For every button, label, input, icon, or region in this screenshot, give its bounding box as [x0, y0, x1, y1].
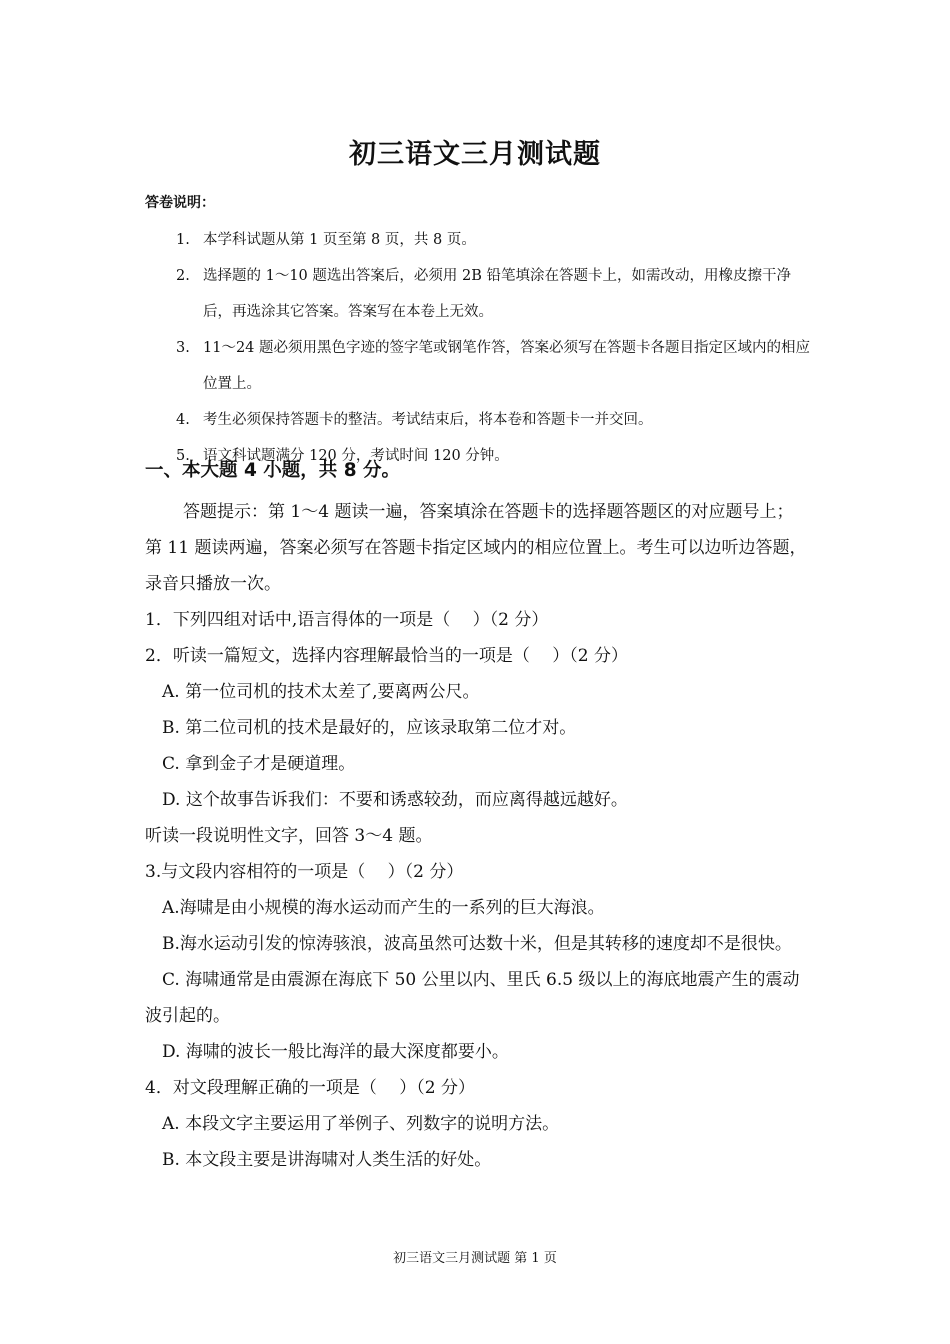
question-1: 1．下列四组对话中,语言得体的一项是（ ）（2 分） [145, 610, 549, 630]
option-d: D. 海啸的波长一般比海洋的最大深度都要小。 [162, 1042, 509, 1062]
note-item [176, 258, 816, 330]
note-text: 11～24 题必须用黑色字迹的签字笔或钢笔作答，答案必须写在答题卡各题目指定区域内的相应位置上。 [203, 340, 811, 392]
option-d: D. 这个故事告诉我们：不要和诱惑较劲，而应离得越远越好。 [162, 790, 628, 810]
note-text: 本学科试题从第 1 页至第 8 页，共 8 页。 [203, 232, 476, 248]
option-c: C. 拿到金子才是硬道理。 [162, 754, 356, 774]
notes-list [176, 222, 816, 474]
note-text: 选择题的 1～10 题选出答案后，必须用 2B 铅笔填涂在答题卡上，如需改动，用橡皮擦干净后，再选涂其它答案。答案写在本卷上无效。 [203, 268, 791, 320]
option-b: B. 本文段主要是讲海啸对人类生活的好处。 [162, 1150, 492, 1170]
option-b: B. 第二位司机的技术是最好的，应该录取第二位才对。 [162, 718, 577, 738]
notes-heading: 答卷说明： [145, 195, 215, 211]
page-title: 初三语文三月测试题 [349, 139, 601, 170]
section-heading: 一、本大题 4 小题，共 8 分。 [145, 460, 401, 481]
note-number: 2. [176, 268, 190, 284]
option-a: A. 本段文字主要运用了举例子、列数字的说明方法。 [162, 1114, 560, 1134]
question-4: 4．对文段理解正确的一项是（ ）（2 分） [145, 1078, 475, 1098]
option-a: A.海啸是由小规模的海水运动而产生的一系列的巨大海浪。 [162, 898, 605, 918]
note-text: 语文科试题满分 120 分，考试时间 120 分钟。 [203, 448, 509, 464]
option-c: C. 海啸通常是由震源在海底下 50 公里以内、里氏 6.5 级以上的海底地震产生的震动波引起的。 [145, 970, 800, 1026]
option-b: B.海水运动引发的惊涛骇浪，波高虽然可达数十米，但是其转移的速度却不是很快。 [162, 934, 792, 954]
note-item [176, 402, 816, 438]
note-number: 5. [176, 448, 190, 464]
note-number: 1. [176, 232, 190, 248]
option-a: A. 第一位司机的技术太差了,要离两公尺。 [162, 682, 480, 702]
note-number: 4. [176, 412, 190, 428]
note-text: 考生必须保持答题卡的整洁。考试结束后，将本卷和答题卡一并交回。 [203, 412, 653, 428]
listening-intro: 听读一段说明性文字，回答 3～4 题。 [145, 826, 433, 846]
page-footer: 初三语文三月测试题 第 1 页 [393, 1251, 557, 1266]
section-body [145, 494, 807, 1178]
answer-hint: 答题提示：第 1～4 题读一遍，答案填涂在答题卡的选择题答题区的对应题号上；第 11 题读两遍，答案必须写在答题卡指定区域内的相应位置上。考生可以边听边答题，录音只播放一次。 [145, 502, 807, 594]
note-item [176, 222, 816, 258]
question-2: 2．听读一篇短文，选择内容理解最恰当的一项是（ ）（2 分） [145, 646, 628, 666]
note-number: 3. [176, 340, 190, 356]
note-item [176, 330, 816, 402]
question-3: 3.与文段内容相符的一项是（ ）（2 分） [145, 862, 464, 882]
